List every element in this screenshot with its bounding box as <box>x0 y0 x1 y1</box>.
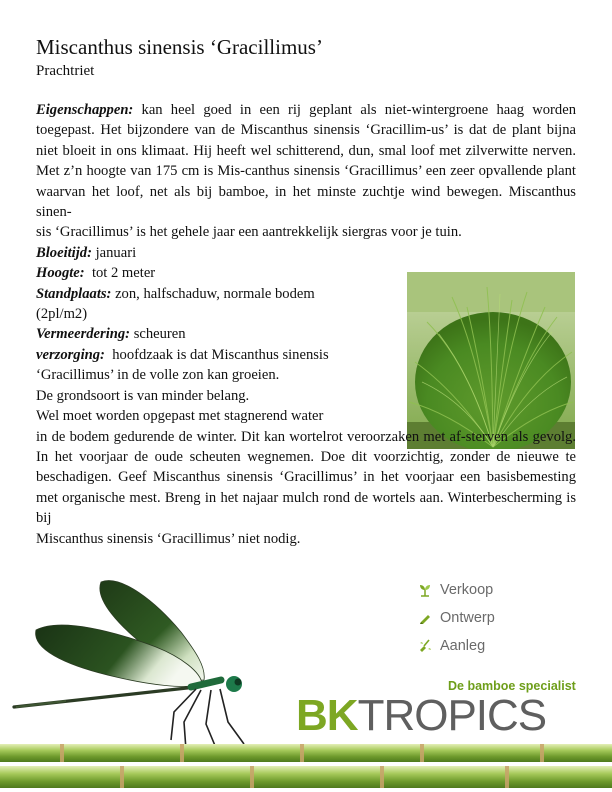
bamboo-stalks <box>0 738 612 792</box>
verzorging-line-2: ‘Gracillimus’ in de volle zon kan groeien. <box>36 367 280 384</box>
standplaats-label: Standplaats: <box>36 285 112 302</box>
standplaats-line-2: (2pl/m2) <box>36 306 88 323</box>
vermeerdering-line <box>36 324 576 344</box>
verzorging-label: verzorging: <box>36 346 105 363</box>
vermeerdering-value: scheuren <box>130 326 186 343</box>
service-verkoop <box>418 576 495 604</box>
description <box>36 100 576 549</box>
standplaats-value: zon, halfschaduw, normale bodem <box>111 285 315 302</box>
verzorging-text-1: hoofdzaak is dat Miscanthus sinensis <box>104 346 329 363</box>
verzorging-rest: in de bodem gedurende de winter. Dit kan wortelrot veroorzaken met af-sterven als gevolg. In het voorjaar de oude scheuten wegnemen. Doe dit voorzichtig, zonder de nieuwe te beschadigen. Geef Miscanthus sinensis ‘Gracillimus’ in het voorjaar een basisbemesting met organische mest. Breng in het najaar mulch rond de wortels aan. Winterbescherming is bij <box>36 428 576 527</box>
bloeitijd-line <box>36 243 576 263</box>
standplaats-line <box>36 284 576 304</box>
verzorging-line-3: De grondsoort is van minder belang. <box>36 387 250 404</box>
logo-bk: BK <box>296 691 358 740</box>
bloeitijd-label: Bloeitijd: <box>36 244 92 261</box>
hoogte-line <box>36 263 576 283</box>
services-list <box>418 576 495 660</box>
eigenschappen-label: Eigenschappen: <box>36 102 134 118</box>
logo-tropics: TROPICS <box>357 691 547 740</box>
hoogte-label: Hoogte: <box>36 265 85 282</box>
sprout-icon <box>418 583 432 597</box>
service-label: Verkoop <box>440 582 494 598</box>
eigenschappen-text: kan heel goed in een rij geplant als niet-wintergroene haag worden toegepast. Het bijzondere van de Miscanthus sinensis ‘Gracillim-us’ is dat de plant bijna niet bloeit in ons klimaat. Hij heeft wel schitterend, dun, smal loof met zilverwitte nerven. Met z’n hoogte van 175 cm is Mis-canthus sinensis ‘Gracillimus’ een zeer opvallende plant waarvan het loof, net als bij bamboe, in het minste zuchtje wind bewegen. Miscanthus sinen- <box>36 102 576 221</box>
bktropics-logo <box>296 692 546 740</box>
eigenschappen-paragraph <box>36 100 576 222</box>
brand-tagline: De bamboe specialist <box>448 679 576 693</box>
service-ontwerp <box>418 604 495 632</box>
page-subtitle: Prachtriet <box>36 63 95 79</box>
bloeitijd-value: januari <box>91 244 137 261</box>
service-label: Ontwerp <box>440 610 495 626</box>
verzorging-line-4: Wel moet worden opgepast met stagnerend water <box>36 408 324 425</box>
eigenschappen-last-line: sis ‘Gracillimus’ is het gehele jaar een aantrekkelijk siergras voor je tuin. <box>36 224 462 241</box>
hoogte-value: tot 2 meter <box>84 265 156 282</box>
pencil-icon <box>418 611 432 625</box>
vermeerdering-label: Vermeerdering: <box>36 326 131 343</box>
service-aanleg <box>418 632 495 660</box>
page-title: Miscanthus sinensis ‘Gracillimus’ <box>36 35 323 59</box>
dragonfly-illustration <box>6 572 266 762</box>
verzorging-last-line: Miscanthus sinensis ‘Gracillimus’ niet nodig. <box>36 530 301 547</box>
shovel-icon <box>418 639 432 653</box>
verzorging-line-1 <box>36 345 576 365</box>
service-label: Aanleg <box>440 638 486 654</box>
